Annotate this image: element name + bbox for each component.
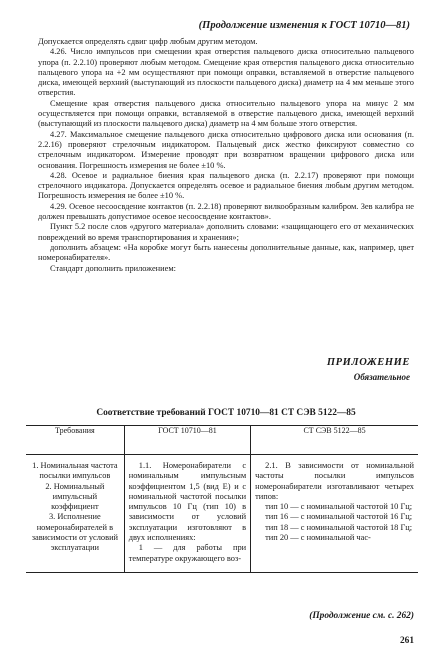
paragraph: Допускается определять сдвиг цифр любым другим методом. [38,37,258,46]
paragraph: Пункт 5.2 после слов «другого материала» дополнить словами: «защищающего его от механических повреждений во время транспортирования и хранения»; [38,222,414,242]
header-st-sev: СТ СЭВ 5122—85 [251,426,418,455]
appendix-title: ПРИЛОЖЕНИЕ [326,357,410,368]
paragraph: Стандарт дополнить приложением: [50,263,176,273]
st-sev-text: тип 10 — с номинальной частотой 10 Гц; [265,502,413,512]
st-sev-text: тип 18 — с номинальной частотой 18 Гц; [265,522,413,532]
gost-cell [124,455,250,573]
requirements-table [26,425,418,573]
requirements-cell [26,455,124,573]
paragraph: 4.27. Максимальное смещение пальцевого диска относительно цифрового диска или основания (п. 2.2.16) проверяют стрелочным индикатором. Пальцевый диск жестко фиксируют совместно со стрелочным индикатором. Измерение проводят при возвратном вращении цифрового диска или основания. Погрешность измерения не более ±10 %. [38,129,414,170]
requirement-item: 1. Номинальная частота посылки импульсов [32,461,118,481]
body-text [38,37,414,274]
table-row [26,455,418,573]
table-header-row [26,426,418,455]
st-sev-cell [251,455,418,573]
gost-text: 1.1. Номеронабиратели с номинальным импульсным коэффициентом 1,5 (вид Е) и с номинальной частотой посылки импульсов 10 Гц (тип 10) в зависимости от условий эксплуатации изготовляют в двух исполнениях: [128,461,247,543]
paragraph: дополнить абзацем: «На коробке могут быть нанесены дополнительные данные, как, например, цвет номеронабирателя». [38,242,414,263]
st-sev-text: тип 20 — с номинальной час- [265,533,371,543]
paragraph: 4.28. Осевое и радиальное биения края пальцевого диска (п. 2.2.17) проверяют при помощи стрелочного индикатора. Допускается определять осевое и радиальное биения любым другим методом. Погрешность измерения не более ±10 %. [38,170,414,201]
appendix-subtitle: Обязательное [353,372,410,382]
st-sev-text: тип 16 — с номинальной частотой 16 Гц; [265,512,413,522]
paragraph: 4.26. Число импульсов при смещении края отверстия пальцевого диска относительно пальцевого упора (п. 2.2.10) проверяют любым методом. Смещение края отверстия пальцевого диска относительно пальцевого упора на +2 мм осуществляют при помощи оправки, вставляемой в отверстие пальцевого диска, имеющей верхний (выступающий из плоскости пальцевого диска) диаметр на 4 мм меньше этого отверстия. [38,47,414,98]
st-sev-text: 2.1. В зависимости от номинальной частоты посылки импульсов номеронабиратели изготавливают четырех типов: [255,461,414,501]
header-gost: ГОСТ 10710—81 [124,426,250,455]
paragraph: 4.29. Осевое несоосвдение контактов (п. 2.2.18) проверяют вилкообразным калибром. Зев калибра не должен превышать допустимое осевое несоосвдение контактов». [38,201,414,222]
header-requirements: Требования [26,426,124,455]
page-number: 261 [399,636,414,646]
paragraph: Смещение края отверстия пальцевого диска относительно пальцевого упора на минус 2 мм осуществляется при помощи оправки, вставляемой в отверстие пальцевого диска, имеющей верхний (выступающий из плоскости пальцевого диска) диаметр на 4 мм больше этого отверстия. [38,98,414,129]
table-title: Соответствие требований ГОСТ 10710—81 СТ СЭВ 5122—85 [96,408,356,418]
continuation-note: (Продолжение см. с. 262) [309,611,414,621]
requirement-item: 2. Номинальный импульсный коэффициент [45,481,105,512]
gost-text: 1 — для работы при температуре окружающего воз- [128,543,247,563]
running-header: (Продолжение изменения к ГОСТ 10710—81) [198,20,410,31]
requirement-item: 3. Исполнение номеронабирателей в зависимости от условий эксплуатации [31,512,119,553]
